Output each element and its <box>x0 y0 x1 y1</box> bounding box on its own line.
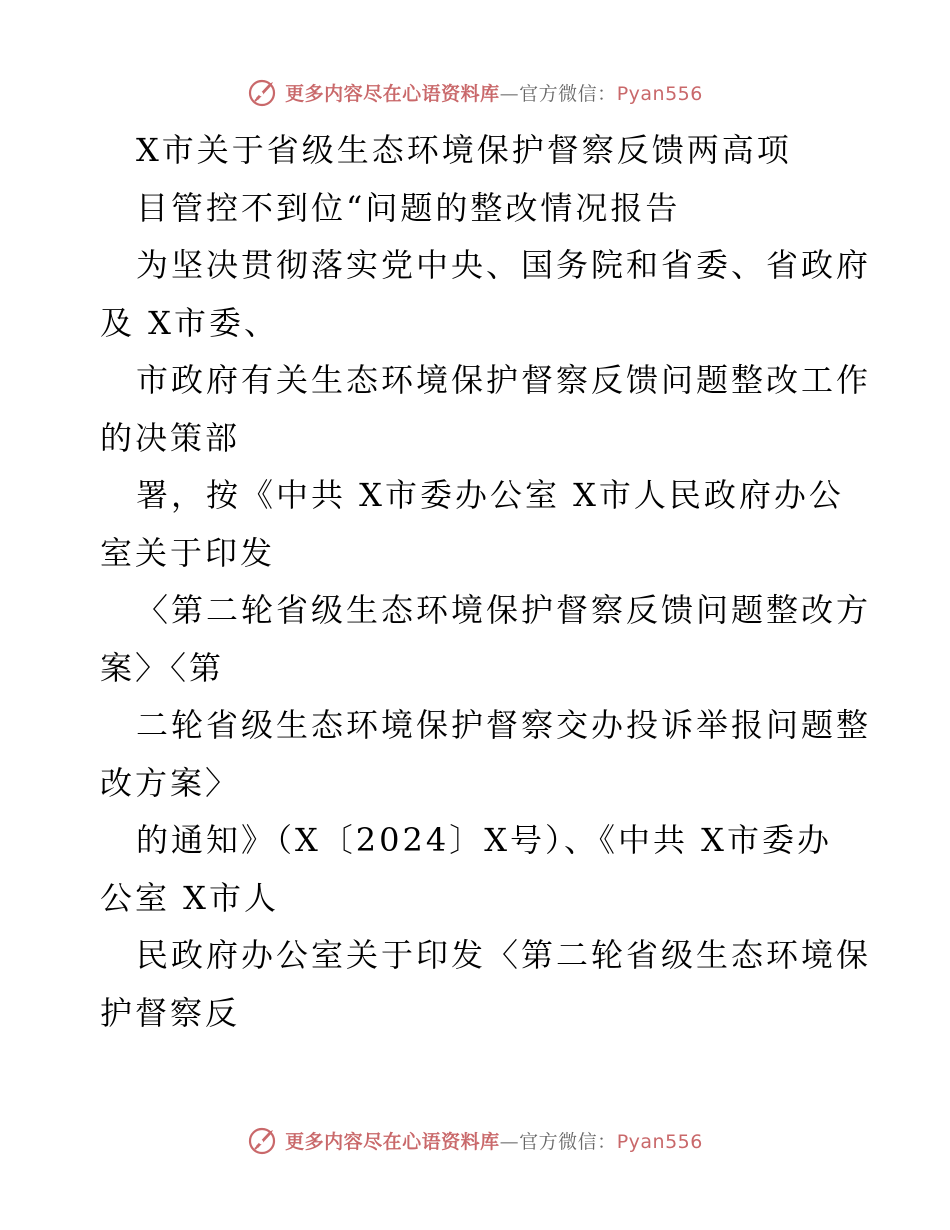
watermark-separator: — <box>499 82 520 105</box>
body-line: 二轮省级生态环境保护督察交办投诉举报问题整 <box>136 706 872 744</box>
watermark-contact-label: 官方微信： <box>519 82 617 105</box>
watermark-footer <box>0 1120 950 1160</box>
body-line: 改方案〉 <box>100 763 241 802</box>
watermark-separator: — <box>499 1130 520 1153</box>
watermark-contact-label: 官方微信： <box>519 1130 617 1153</box>
document-body <box>100 122 872 1042</box>
watermark-contact-id: Pyan556 <box>616 1130 703 1153</box>
quill-pen-logo-icon <box>247 1124 279 1156</box>
body-line: 护督察反 <box>100 993 241 1032</box>
body-line: 及 X市委、 <box>100 303 279 342</box>
body-line: 的通知》（X〔2024〕X号）、《中共 X市委办 <box>136 821 832 859</box>
body-line: 案〉〈第 <box>100 648 225 687</box>
watermark-brand: 更多内容尽在心语资料库 <box>285 82 500 105</box>
quill-pen-logo-icon <box>247 76 279 108</box>
watermark-text <box>285 79 703 106</box>
watermark-brand: 更多内容尽在心语资料库 <box>285 1130 500 1153</box>
title-line-1: X市关于省级生态环境保护督察反馈两高项 <box>136 131 792 169</box>
watermark-header <box>0 72 950 112</box>
body-line: 民政府办公室关于印发〈第二轮省级生态环境保 <box>136 936 872 974</box>
body-line: 的决策部 <box>100 418 241 457</box>
body-line: 公室 X市人 <box>100 878 279 917</box>
watermark-text <box>285 1127 703 1154</box>
watermark-contact-id: Pyan556 <box>616 82 703 105</box>
body-line: 室关于印发 <box>100 533 276 572</box>
body-line: 市政府有关生态环境保护督察反馈问题整改工作 <box>136 361 872 399</box>
body-line: 为坚决贯彻落实党中央、国务院和省委、省政府 <box>136 246 872 284</box>
body-line: 〈第二轮省级生态环境保护督察反馈问题整改方 <box>136 591 872 629</box>
body-line: 署，按《中共 X市委办公室 X市人民政府办公 <box>136 476 844 514</box>
title-line-2: 目管控不到位“问题的整改情况报告 <box>136 188 681 227</box>
